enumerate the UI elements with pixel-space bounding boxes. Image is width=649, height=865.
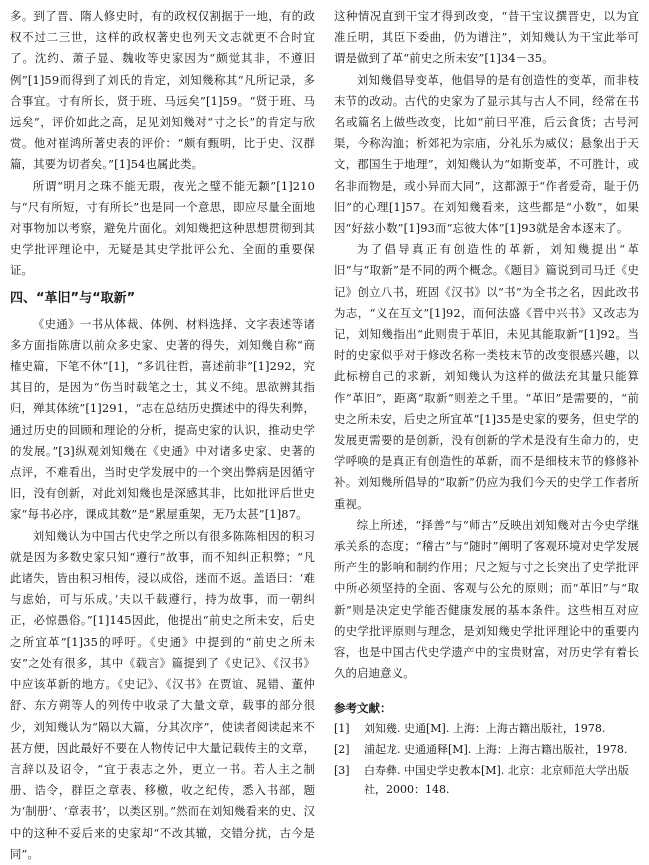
- conclusion-paragraph: 综上所述，“择善”与“师古”反映出刘知幾对古今史学继承关系的态度；“稽古”与“随时”阐明了客观环境对史学发展所产生的影响和制约作用；尺之短与寸之长突出了史学批评中所必须坚持的全面、客观与公允的原则；而“革旧”与“取新”则是决定史学能否健康发展的基本条件。这些相互对应的史学批评原则与理念，是刘知幾史学批评理论中的重要内容，也是中国古代史学遗产中的宝贵财富，对历史学有着长久的启迪意义。: [334, 517, 639, 681]
- body-paragraph: 刘知幾认为中国古代史学之所以有很多陈陈相因的积习就是因为多数史家只知“遵行”故事，而不知纠正积弊；“凡此诸失，皆由积习相传，浸以成俗，迷而不返。盖语曰：‘难与虑始，可与乐成。’夫以千载遵行，持为故事，而一朝纠正，必惊愚俗。”[1]145因此，他提出“前史之所未安，后史之所宜革”[1]35的呼吁。《史通》中提到的“前史之所未安”之处有很多，其中《载言》篇提到了《史记》、《汉书》中应该革新的地方。《史记》、《汉书》在贾谊、晁错、董仲舒、东方朔等人的列传中收录了大量文章，载事的部分很少，刘知幾认为“隔以大篇，分其次序”，使读者阅读起来不甚方便，因此最好不要在人物传记中大量记载传主的文章，言辞以及诏令，“宜于表志之外，更立一书。若人主之制册、诰令，群臣之章表、移檄，收之纪传，悉入书部，题为‘制册’、‘章表书’，以类区别。”然而在刘知幾看来的史、汉中的这种不妥后来的史家却“不改其辙，交错分扰，古今是同”。: [10, 528, 315, 861]
- body-paragraph: 为了倡导真正有创造性的革新，刘知幾提出“革旧”与“取新”是不同的两个概念。《题目》篇说到司马迁《史记》创立八书，班固《汉书》以“书”为全书之名，因此改书为志，“义在互文”[1]92，而何法盛《晋中兴书》又改志为记，刘知幾指出“此则贵于革旧，未见其能取新”[1]92。当时的史家似乎对于修改名称一类枝末节的改变很感兴趣，以此标榜自己的求新，刘知幾认为这样的做法充其量只能算作“革旧”，距离“取新”则差之千里。“革旧”是需要的，“前史之所未安，后史之所宜革”[1]35是史家的要务，但史学的发展更需要的是创新，没有创新的学术是没有生命力的，史学呼唤的是真正有创造性的革新，而不是细枝末节的修修补补。刘知幾所倡导的“取新”仍应为我们今天的史学工作者所重视。: [334, 242, 639, 511]
- body-paragraph: 这种情况直到干宝才得到改变，“昔干宝议撰晋史，以为宜准丘明，其臣下委曲，仍为谱注”，刘知幾认为干宝此举可谓是做到了革“前史之所未安”[1]34－35。: [334, 9, 639, 66]
- two-column-body: [10, 6, 639, 865]
- reference-item: [334, 719, 639, 738]
- reference-number: [1]: [334, 721, 350, 735]
- body-paragraph: 所谓“明月之珠不能无瑕，夜光之璧不能无颣”[1]210与“尺有所短，寸有所长”也是同一个意思，即应尽量全面地对事物加以考察，避免片面化。刘知幾把这种思想贯彻到其史学批评理论中，无疑是其史学批评公允、全面的重要保证。: [10, 178, 315, 278]
- reference-text: 浦起龙. 史通通释[M]. 上海：上海古籍出版社，1978.: [364, 742, 628, 756]
- left-column: [10, 6, 315, 865]
- reference-text: 刘知幾. 史通[M]. 上海：上海古籍出版社，1978.: [364, 721, 606, 735]
- body-paragraph: 《史通》一书从体裁、体例、材料选择、文字表述等诸多方面指陈唐以前众多史家、史著的得失，刘知幾自称“商榷史篇，下笔不休”[1]，“多讥往哲，喜述前非”[1]292，究其目的，是因为“伤当时载笔之士，其义不纯。思欲辨其指归，殚其体统”[1]291，“志在总结历史撰述中的得失利弊，通过历史的回顾和理论的分析，提高史家的认识，推动史学的发展。”[3]纵观刘知幾在《史通》中对诸多史家、史著的点评，不难看出，当时史学发展中的一个突出弊病是因循守旧，没有创新，对此刘知幾也是深感其非，比如批评后世史家“每书必序，课成其数”是“累屋重架，无乃太甚”[1]87。: [10, 316, 315, 522]
- reference-item: [334, 740, 639, 759]
- references-title: 参考文献：: [334, 700, 392, 715]
- section-heading: 四、“革旧”与“取新”: [10, 290, 136, 306]
- reference-number: [3]: [334, 763, 350, 777]
- right-column: [334, 6, 639, 865]
- reference-list: [334, 719, 639, 799]
- body-paragraph: 刘知幾倡导变革，他倡导的是有创造性的变革，而非枝末节的改动。古代的史家为了显示其与古人不同，经常在书名或篇名上做些改变，比如“前曰平准，后云食货；古号河渠，今称沟洫；析郊祀为宗庙，分礼乐为威仪；悬象出于天文，郡国生于地理”，刘知幾认为“如斯变革，不可胜计，或名非而物是，或小异而大同”，这都源于“作者爱奇，耻于仍旧”的心理[1]57。在刘知幾看来，这些都是“小数”，如果因“好兹小数”[1]93而“忘彼大体”[1]93就是舍本逐末了。: [334, 72, 639, 236]
- reference-item: [334, 761, 639, 799]
- reference-number: [2]: [334, 742, 350, 756]
- body-paragraph: 多。到了晋、隋人修史时，有的政权仅割据于一地，有的政权不过二三世，这样的政权著史也列天文志就更不合时宜了。沈约、萧子显、魏收等史家因为“颇觉其非，不遵旧例”[1]59而得到了刘氏的肯定，刘知幾称其“凡所记录，多合事宜。寸有所长，贤于班、马远矣”[1]59。“贤于班、马远矣”，评价如此之高，足见刘知幾对“寸之长”的肯定与欣赏。他对崔鸿所著史表的评价：“颇有甄明，比于史、汉群篇，其要为切者矣。”[1]54也属此类。: [10, 9, 315, 172]
- reference-text: 白寿彝. 中国史学史教本[M]. 北京：北京师范大学出版社，2000：148.: [364, 763, 629, 796]
